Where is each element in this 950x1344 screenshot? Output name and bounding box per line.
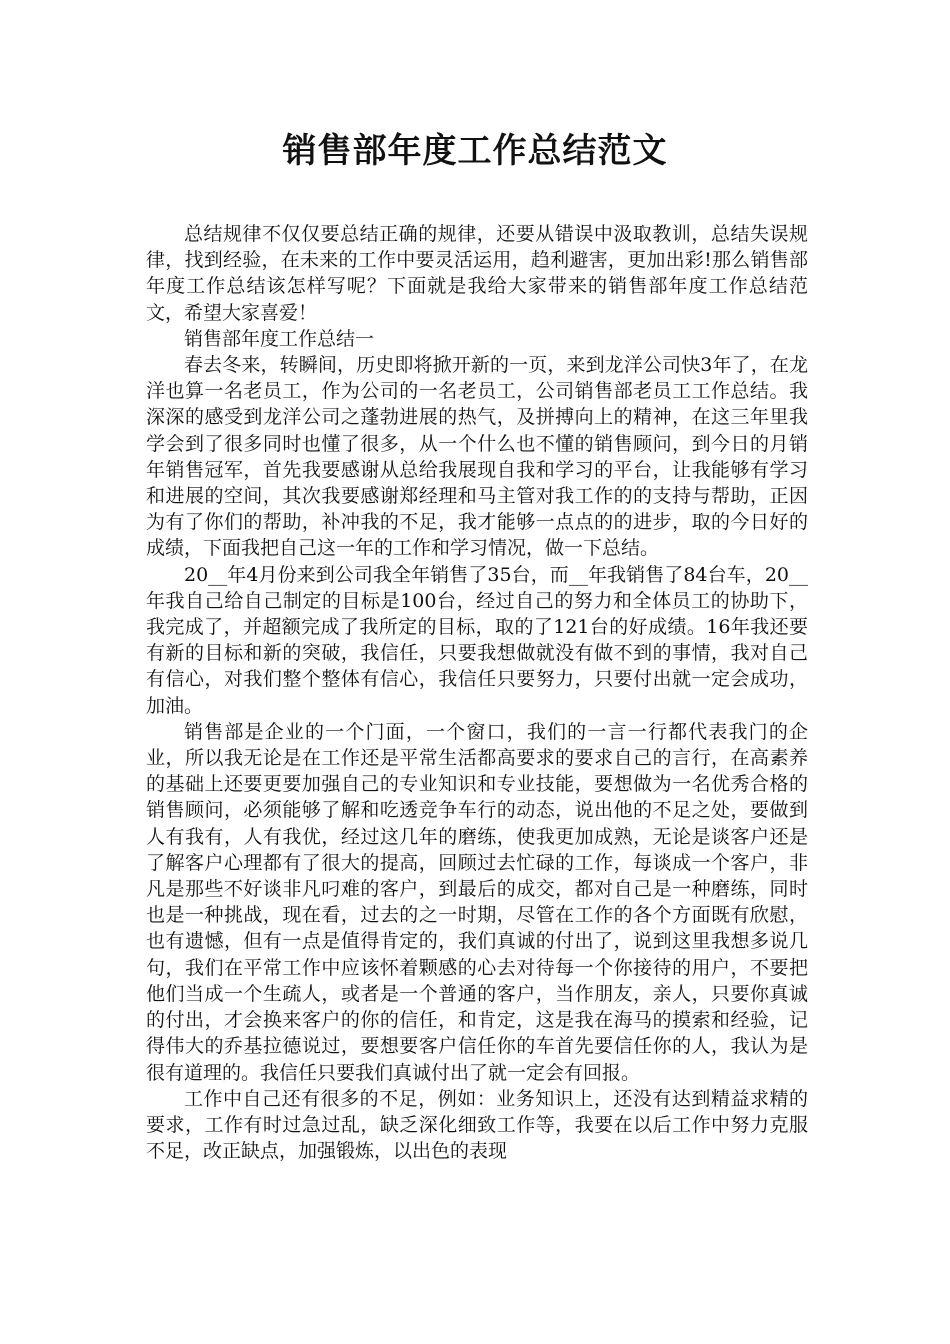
document-body [146,221,808,1164]
paragraph: 春去冬来，转瞬间，历史即将掀开新的一页，来到龙洋公司快3年了，在龙洋也算一名老员工，作为公司的一名老员工，公司销售部老员工工作总结。我深深的感受到龙洋公司之蓬勃进展的热气，及拼搏向上的精神，在这三年里我学会到了很多同时也懂了很多，从一个什么也不懂的销售顾问，到今日的月销年销售冠军，首先我要感谢从总给我展现自我和学习的平台，让我能够有学习和进展的空间，其次我要感谢郑经理和马主管对我工作的的支持与帮助，正因为有了你们的帮助，补冲我的不足，我才能够一点点的的进步，取的今日好的成绩，下面我把自己这一年的工作和学习情况，做一下总结。 [146,354,808,560]
paragraph: 工作中自己还有很多的不足，例如：业务知识上，还没有达到精益求精的要求，工作有时过急过乱，缺乏深化细致工作等，我要在以后工作中努力克服不足，改正缺点，加强锻炼，以出色的表现 [146,1087,808,1163]
paragraph: 销售部是企业的一个门面，一个窗口，我们的一言一行都代表我门的企业，所以我无论是在工作还是平常生活都高要求的要求自己的言行，在高素养的基础上还要更要加强自己的专业知识和专业技能，要想做为一名优秀合格的销售顾问，必须能够了解和吃透竞争车行的动态，说出他的不足之处，要做到人有我有，人有我优，经过这几年的磨练，使我更加成熟，无论是谈客户还是了解客户心理都有了很大的提高，回顾过去忙碌的工作，每谈成一个客户，非凡是那些不好谈非凡叼难的客户，到最后的成交，都对自己是一种磨练，同时也是一种挑战，现在看，过去的之一时期，尽管在工作的各个方面既有欣慰，也有遗憾，但有一点是值得肯定的，我们真诚的付出了，说到这里我想多说几句，我们在平常工作中应该怀着颗感的心去对待每一个你接待的用户，不要把他们当成一个生疏人，或者是一个普通的客户，当作朋友，亲人，只要你真诚的付出，才会换来客户的你的信任，和肯定，这是我在海马的摸索和经验，记得伟大的乔基拉德说过，要想要客户信任你的车首先要信任你的人，我认为是很有道理的。我信任只要我们真诚付出了就一定会有回报。 [146,720,808,1084]
paragraph-intro: 总结规律不仅仅要总结正确的规律，还要从错误中汲取教训，总结失误规律，找到经验，在未来的工作中要灵活运用，趋利避害，更加出彩!那么销售部年度工作总结该怎样写呢？下面就是我给大家带来的销售部年度工作总结范文，希望大家喜爱！ [146,223,808,324]
page-title: 销售部年度工作总结范文 [282,131,668,171]
paragraph: 20__年4月份来到公司我全年销售了35台，而__年我销售了84台车，20__年我自己给自己制定的目标是100台，经过自己的努力和全体员工的协助下，我完成了，并超额完成了我所定的目标，取的了121台的好成绩。16年我还要有新的目标和新的突破，我信任，只要我想做就没有做不到的事情，我对自己有信心，对我们整个整体有信心，我信任只要努力，只要付出就一定会成功，加油。 [146,563,808,717]
section-heading: 销售部年度工作总结一 [184,327,375,350]
